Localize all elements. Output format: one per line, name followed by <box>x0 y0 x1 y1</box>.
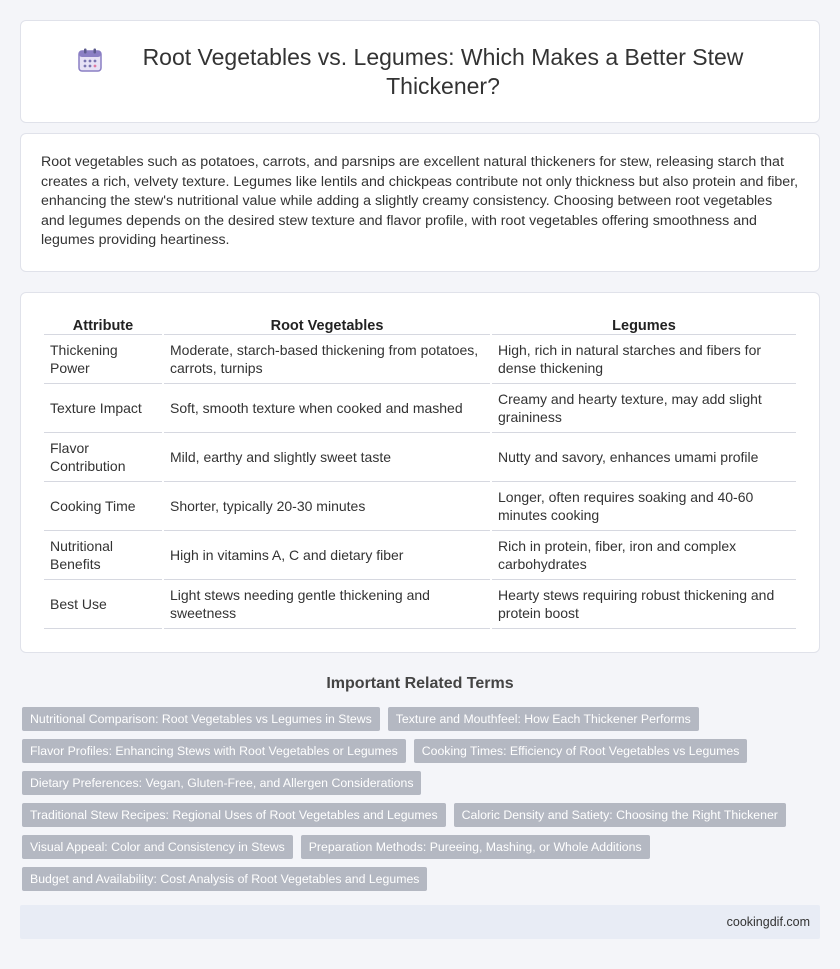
related-term-tag[interactable]: Flavor Profiles: Enhancing Stews with Root Vegetables or Legumes <box>22 739 406 763</box>
calendar-icon <box>77 47 103 73</box>
table-row <box>44 580 796 629</box>
related-term-tag[interactable]: Caloric Density and Satiety: Choosing the Right Thickener <box>454 803 786 827</box>
cell-legumes: Nutty and savory, enhances umami profile <box>492 433 796 482</box>
cell-root-vegetables: Mild, earthy and slightly sweet taste <box>164 433 490 482</box>
table-row <box>44 335 796 384</box>
intro-card <box>20 133 820 272</box>
footer-site-name[interactable]: cookingdif.com <box>726 915 810 929</box>
related-terms-title: Important Related Terms <box>326 675 514 692</box>
related-term-tag[interactable]: Cooking Times: Efficiency of Root Vegetables vs Legumes <box>414 739 748 763</box>
related-terms-list <box>22 707 820 899</box>
related-term-tag[interactable]: Nutritional Comparison: Root Vegetables vs Legumes in Stews <box>22 707 380 731</box>
related-term-tag[interactable]: Texture and Mouthfeel: How Each Thickener Performs <box>388 707 699 731</box>
related-term-tag[interactable]: Preparation Methods: Pureeing, Mashing, or Whole Additions <box>301 835 650 859</box>
cell-attribute: Thickening Power <box>44 335 162 384</box>
cell-attribute: Best Use <box>44 580 162 629</box>
cell-root-vegetables: Light stews needing gentle thickening and sweetness <box>164 580 490 629</box>
cell-legumes: Rich in protein, fiber, iron and complex carbohydrates <box>492 531 796 580</box>
table-row <box>44 482 796 531</box>
cell-legumes: Longer, often requires soaking and 40-60 minutes cooking <box>492 482 796 531</box>
header-card <box>20 20 820 123</box>
related-term-tag[interactable]: Budget and Availability: Cost Analysis of Root Vegetables and Legumes <box>22 867 427 891</box>
related-term-tag[interactable]: Visual Appeal: Color and Consistency in Stews <box>22 835 293 859</box>
comparison-table-card <box>20 292 820 653</box>
related-term-tag[interactable]: Dietary Preferences: Vegan, Gluten-Free, and Allergen Considerations <box>22 771 421 795</box>
table-row <box>44 433 796 482</box>
cell-attribute: Cooking Time <box>44 482 162 531</box>
cell-root-vegetables: Moderate, starch-based thickening from potatoes, carrots, turnips <box>164 335 490 384</box>
cell-root-vegetables: High in vitamins A, C and dietary fiber <box>164 531 490 580</box>
cell-attribute: Nutritional Benefits <box>44 531 162 580</box>
table-header-row <box>44 313 796 335</box>
cell-root-vegetables: Shorter, typically 20-30 minutes <box>164 482 490 531</box>
title-wrap <box>77 43 763 101</box>
intro-paragraph: Root vegetables such as potatoes, carrots, and parsnips are excellent natural thickeners for stew, releasing starch that creates a rich, velvety texture. Legumes like lentils and chickpeas contribute not only thickness but also protein and fiber, enhancing the stew's nutritional value while adding a slightly creamy consistency. Choosing between root vegetables and legumes depends on the desired stew texture and flavor profile, with root vegetables offering smoothness and legumes providing heartiness. <box>41 154 799 248</box>
cell-attribute: Flavor Contribution <box>44 433 162 482</box>
header-legumes: Legumes <box>492 313 796 335</box>
cell-root-vegetables: Soft, smooth texture when cooked and mashed <box>164 384 490 433</box>
related-term-tag[interactable]: Traditional Stew Recipes: Regional Uses of Root Vegetables and Legumes <box>22 803 446 827</box>
table-row <box>44 384 796 433</box>
page-title: Root Vegetables vs. Legumes: Which Makes a Better Stew Thickener? <box>142 43 744 99</box>
cell-legumes: High, rich in natural starches and fibers for dense thickening <box>492 335 796 384</box>
header-root-vegetables: Root Vegetables <box>164 313 490 335</box>
table-row <box>44 531 796 580</box>
cell-legumes: Hearty stews requiring robust thickening and protein boost <box>492 580 796 629</box>
comparison-table <box>42 313 798 629</box>
cell-attribute: Texture Impact <box>44 384 162 433</box>
header-attribute: Attribute <box>44 313 162 335</box>
footer <box>20 905 820 939</box>
cell-legumes: Creamy and hearty texture, may add slight graininess <box>492 384 796 433</box>
